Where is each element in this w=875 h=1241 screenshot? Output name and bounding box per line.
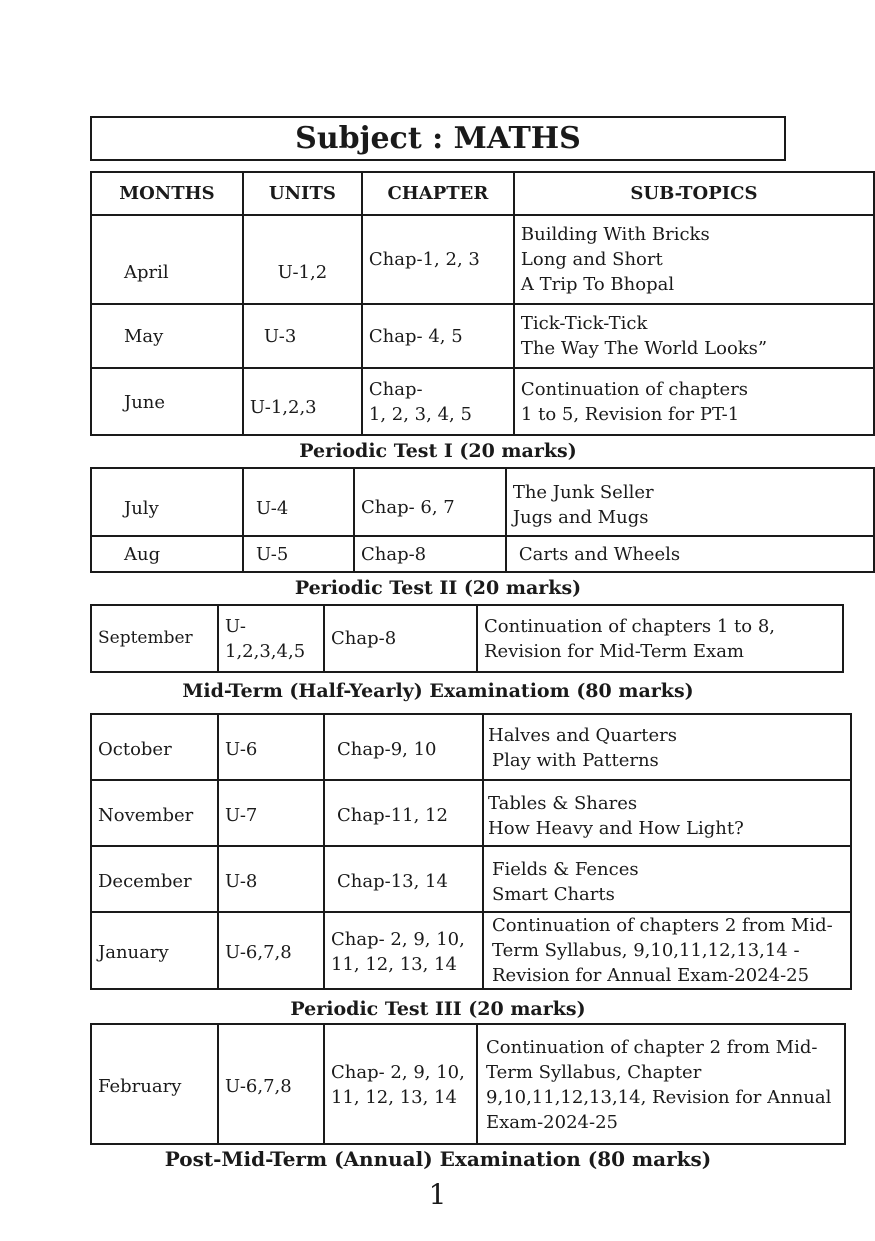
subtopic-line: Term Syllabus, Chapter bbox=[486, 1062, 702, 1083]
chapter-line: Chap-1, 2, 3 bbox=[368, 249, 480, 270]
chapter-line: Chap- 6, 7 bbox=[360, 496, 455, 518]
table-row-october bbox=[91, 714, 851, 780]
month-cell: June bbox=[91, 368, 243, 435]
chapter-cell bbox=[362, 304, 514, 368]
subtopic-line: Tables & Shares bbox=[488, 793, 638, 814]
chapter-line: Chap-9, 10 bbox=[337, 738, 437, 760]
chapter-line: Chap- bbox=[368, 378, 423, 400]
subtopics-cell bbox=[483, 912, 851, 989]
subtopic-line: The Way The World Looks” bbox=[520, 338, 768, 359]
subtopics-cell bbox=[483, 780, 851, 846]
table-row-june bbox=[91, 368, 874, 435]
unit-line: U- bbox=[225, 615, 246, 637]
chapter-line: Chap- 2, 9, 10, bbox=[331, 1062, 465, 1083]
subtopic-line: Building With Bricks bbox=[520, 224, 710, 245]
subtopic-line: Continuation of chapters 2 from Mid- bbox=[492, 915, 833, 936]
table-row-december bbox=[91, 846, 851, 912]
unit-cell: U-4 bbox=[243, 468, 354, 536]
chapter-line: Chap- 2, 9, 10, bbox=[331, 928, 465, 950]
schedule-table-september bbox=[90, 604, 844, 673]
table-row-january bbox=[91, 912, 851, 989]
month-cell: December bbox=[91, 846, 218, 912]
subtopic-line: Exam-2024-25 bbox=[486, 1112, 618, 1133]
unit-cell: U-6,7,8 bbox=[218, 912, 324, 989]
table-header-row bbox=[91, 172, 874, 215]
subtopic-line: Fields & Fences bbox=[492, 859, 639, 880]
subtopic-line: Smart Charts bbox=[492, 884, 615, 905]
subtopic-line: Revision for Mid-Term Exam bbox=[484, 640, 744, 662]
subtopics-cell bbox=[514, 215, 874, 304]
month-cell: September bbox=[91, 605, 218, 672]
subtopic-line: Long and Short bbox=[520, 249, 663, 270]
subtopic-line: Tick-Tick-Tick bbox=[520, 313, 648, 334]
chapter-cell bbox=[324, 714, 483, 780]
month-cell: Aug bbox=[91, 536, 243, 572]
subtopics-cell bbox=[483, 714, 851, 780]
periodic-test-1-label: Periodic Test I (20 marks) bbox=[299, 440, 577, 462]
header-units: UNITS bbox=[243, 172, 362, 215]
chapter-line: 1, 2, 3, 4, 5 bbox=[368, 403, 472, 425]
month-cell: November bbox=[91, 780, 218, 846]
subtopics-cell bbox=[514, 368, 874, 435]
subtopics-cell bbox=[477, 605, 843, 672]
chapter-cell bbox=[354, 536, 506, 572]
unit-cell: U-7 bbox=[218, 780, 324, 846]
subtopic-line: Carts and Wheels bbox=[518, 543, 681, 565]
table-row-september bbox=[91, 605, 843, 672]
subtopic-line: Term Syllabus, 9,10,11,12,13,14 - bbox=[492, 940, 800, 961]
subtopic-line: Jugs and Mugs bbox=[512, 507, 649, 528]
month-cell: October bbox=[91, 714, 218, 780]
month-cell: April bbox=[91, 215, 243, 304]
unit-cell: U-3 bbox=[243, 304, 362, 368]
annual-exam-label: Post-Mid-Term (Annual) Examination (80 marks) bbox=[164, 1147, 712, 1171]
table-row-february bbox=[91, 1024, 845, 1144]
month-cell: February bbox=[91, 1024, 218, 1144]
header-subtopics: SUB-TOPICS bbox=[514, 172, 874, 215]
subtopic-line: Continuation of chapter 2 from Mid- bbox=[486, 1037, 818, 1058]
periodic-test-3-label: Periodic Test III (20 marks) bbox=[290, 998, 586, 1020]
chapter-line: Chap-11, 12 bbox=[337, 804, 448, 826]
schedule-table-term1 bbox=[90, 171, 875, 436]
subtopic-line: Play with Patterns bbox=[492, 750, 659, 771]
chapter-cell bbox=[324, 780, 483, 846]
periodic-test-2-label: Periodic Test II (20 marks) bbox=[294, 577, 582, 599]
subtopic-line: How Heavy and How Light? bbox=[488, 818, 744, 839]
subtopic-line: Halves and Quarters bbox=[488, 725, 677, 746]
chapter-line: Chap- 4, 5 bbox=[368, 325, 463, 347]
chapter-cell bbox=[324, 605, 477, 672]
subtopic-line: A Trip To Bhopal bbox=[520, 274, 675, 295]
chapter-line: Chap-13, 14 bbox=[337, 870, 448, 892]
chapter-line: 11, 12, 13, 14 bbox=[331, 953, 457, 975]
subtopics-cell bbox=[477, 1024, 845, 1144]
month-cell: May bbox=[91, 304, 243, 368]
unit-cell bbox=[218, 605, 324, 672]
month-cell: January bbox=[91, 912, 218, 989]
unit-cell: U-5 bbox=[243, 536, 354, 572]
unit-line: 1,2,3,4,5 bbox=[225, 640, 306, 662]
unit-cell: U-1,2,3 bbox=[243, 368, 362, 435]
chapter-cell bbox=[324, 846, 483, 912]
subtopics-cell bbox=[483, 846, 851, 912]
chapter-cell bbox=[324, 912, 483, 989]
table-row-november bbox=[91, 780, 851, 846]
schedule-table-term2 bbox=[90, 713, 852, 990]
table-row-july bbox=[91, 468, 874, 536]
month-cell: July bbox=[91, 468, 243, 536]
table-row-april bbox=[91, 215, 874, 304]
header-months: MONTHS bbox=[91, 172, 243, 215]
chapter-line: 11, 12, 13, 14 bbox=[331, 1087, 457, 1108]
unit-cell: U-8 bbox=[218, 846, 324, 912]
chapter-cell bbox=[362, 215, 514, 304]
table-row-aug bbox=[91, 536, 874, 572]
chapter-cell bbox=[324, 1024, 477, 1144]
unit-cell: U-6 bbox=[218, 714, 324, 780]
subtopic-line: Revision for Annual Exam-2024-25 bbox=[492, 965, 810, 986]
header-chapter: CHAPTER bbox=[362, 172, 514, 215]
subtopic-line: 1 to 5, Revision for PT-1 bbox=[520, 403, 740, 425]
chapter-line: Chap-8 bbox=[360, 543, 427, 565]
subtopic-line: Continuation of chapters 1 to 8, bbox=[484, 615, 775, 637]
schedule-table-february bbox=[90, 1023, 846, 1145]
mid-term-exam-label: Mid-Term (Half-Yearly) Examinatiom (80 marks) bbox=[182, 680, 694, 702]
page-number: 1 bbox=[428, 1178, 447, 1211]
unit-cell: U-1,2 bbox=[243, 215, 362, 304]
table-row-may bbox=[91, 304, 874, 368]
subtopic-line: 9,10,11,12,13,14, Revision for Annual bbox=[486, 1087, 832, 1108]
subtopics-cell bbox=[514, 304, 874, 368]
subtopic-line: Continuation of chapters bbox=[520, 378, 749, 400]
chapter-cell bbox=[362, 368, 514, 435]
unit-cell: U-6,7,8 bbox=[218, 1024, 324, 1144]
subtopics-cell bbox=[506, 468, 874, 536]
subtopics-cell bbox=[506, 536, 874, 572]
schedule-table-jul-aug bbox=[90, 467, 875, 573]
subtopic-line: The Junk Seller bbox=[512, 482, 654, 503]
subject-title: Subject : MATHS bbox=[90, 116, 786, 161]
chapter-line: Chap-8 bbox=[331, 628, 397, 649]
chapter-cell bbox=[354, 468, 506, 536]
